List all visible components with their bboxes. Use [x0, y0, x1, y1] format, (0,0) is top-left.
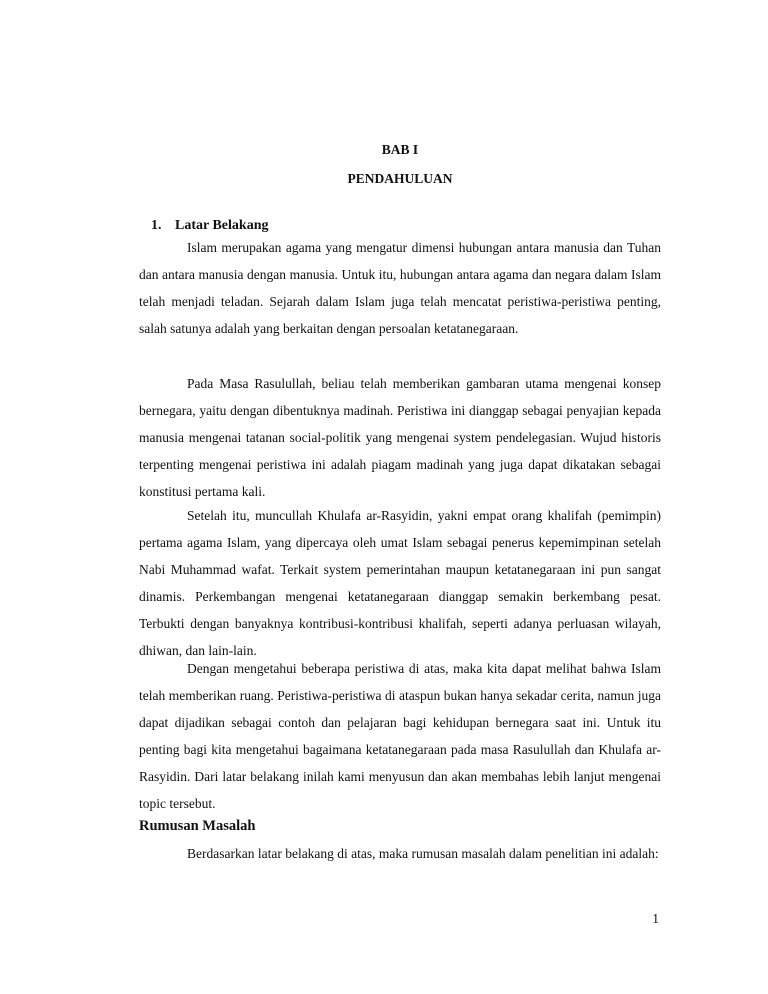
paragraph-5: Berdasarkan latar belakang di atas, maka rumusan masalah dalam penelitian ini adalah:: [187, 846, 659, 861]
chapter-number: BAB I: [381, 142, 419, 157]
subsection-heading: Rumusan Masalah: [139, 818, 256, 834]
paragraph-3: Setelah itu, muncullah Khulafa ar-Rasyidin, yakni empat orang khalifah (pemimpin) pertama agama Islam, yang dipercaya oleh umat Islam sebagai penerus kepemimpinan setelah Nabi Muhammad wafat. Terkait system pemerintahan maupun ketatanegaraan ini pun sangat dinamis. Perkembangan mengenai ketatanegaraan dianggap semakin berkembang pesat. Terbukti dengan banyaknya kontribusi-kontribusi khalifah, seperti adanya perluasan wilayah, dhiwan, dan lain-lain.: [139, 508, 661, 658]
section-number: 1.: [151, 218, 162, 233]
page-number: 1: [652, 911, 659, 926]
paragraph-4: Dengan mengetahui beberapa peristiwa di atas, maka kita dapat melihat bahwa Islam telah memberikan ruang. Peristiwa-peristiwa di ataspun bukan hanya sekadar cerita, namun juga dapat dijadikan sebagai contoh dan pelajaran bagi kehidupan bernegara saat ini. Untuk itu penting bagi kita mengetahui bagaimana ketatanegaraan pada masa Rasulullah dan Khulafa ar-Rasyidin. Dari latar belakang inilah kami menyusun dan akan membahas lebih lanjut mengenai topic tersebut.: [139, 661, 661, 811]
section-title: Latar Belakang: [175, 218, 269, 233]
chapter-title: PENDAHULUAN: [347, 171, 453, 186]
paragraph-2: Pada Masa Rasulullah, beliau telah memberikan gambaran utama mengenai konsep bernegara, yaitu dengan dibentuknya madinah. Peristiwa ini dianggap sebagai penyajian kepada manusia mengenai tatanan social-politik yang mengenai system pendelegasian. Wujud historis terpenting mengenai peristiwa ini adalah piagam madinah yang juga dapat dikatakan sebagai konstitusi pertama kali.: [139, 376, 661, 499]
paragraph-1: Islam merupakan agama yang mengatur dimensi hubungan antara manusia dan Tuhan dan antara manusia dengan manusia. Untuk itu, hubungan antara agama dan negara dalam Islam telah menjadi teladan. Sejarah dalam Islam juga telah mencatat peristiwa-peristiwa penting, salah satunya adalah yang berkaitan dengan persoalan ketatanegaraan.: [139, 240, 661, 336]
section-heading: [151, 217, 268, 235]
